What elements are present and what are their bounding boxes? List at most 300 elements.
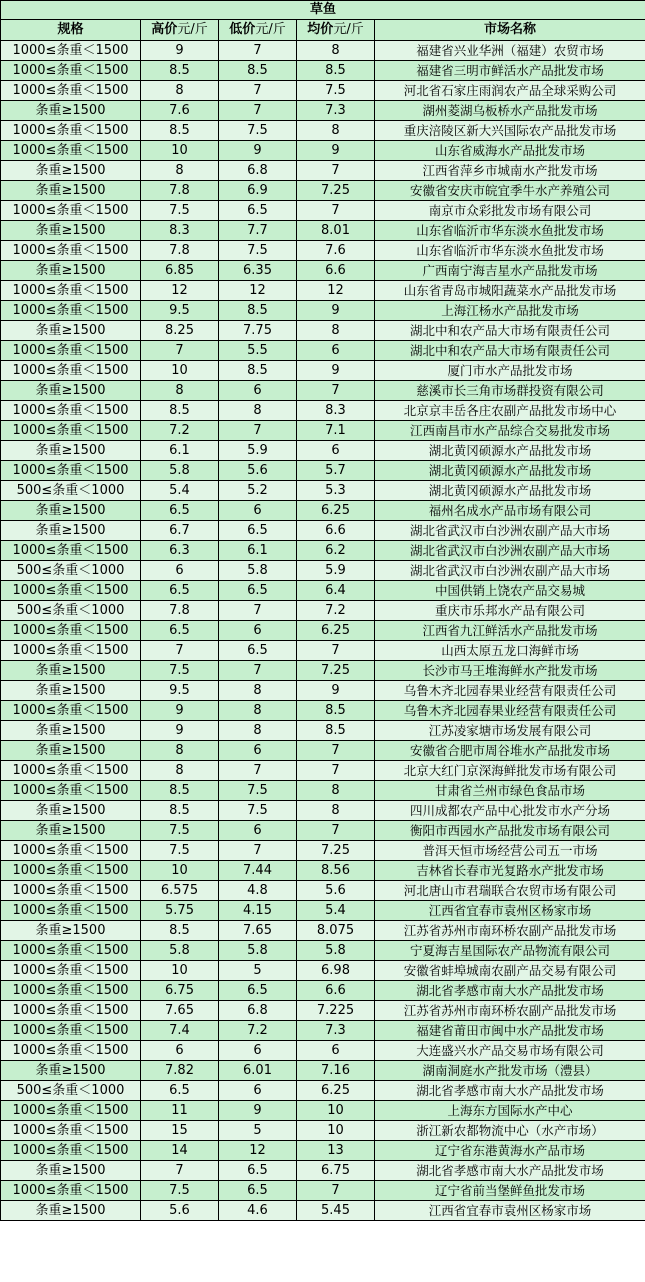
table-row (1, 361, 645, 381)
cell-spec: 500≤条重＜1000 (1, 601, 141, 621)
cell-low-price: 6.5 (219, 1181, 297, 1201)
cell-high-price: 7.5 (141, 1181, 219, 1201)
cell-avg-price: 6.6 (297, 261, 375, 281)
cell-low-price: 9 (219, 141, 297, 161)
cell-market: 湖北中和农产品大市场有限责任公司 (375, 321, 645, 341)
cell-market: 安徽省蚌埠城南农副产品交易有限公司 (375, 961, 645, 981)
cell-market: 重庆市乐邦水产品有限公司 (375, 601, 645, 621)
cell-avg-price: 9 (297, 361, 375, 381)
table-row (1, 341, 645, 361)
table-row (1, 1061, 645, 1081)
table-title: 草鱼 (1, 1, 645, 20)
cell-high-price: 6.5 (141, 1081, 219, 1101)
cell-high-price: 7.6 (141, 101, 219, 121)
cell-spec: 条重≥1500 (1, 501, 141, 521)
cell-spec: 条重≥1500 (1, 181, 141, 201)
table-row (1, 381, 645, 401)
cell-high-price: 7.8 (141, 601, 219, 621)
cell-low-price: 6.8 (219, 161, 297, 181)
cell-market: 江苏省苏州市南环桥农副产品批发市场 (375, 1001, 645, 1021)
cell-low-price: 8 (219, 401, 297, 421)
cell-low-price: 6.5 (219, 201, 297, 221)
table-row (1, 401, 645, 421)
cell-low-price: 6.8 (219, 1001, 297, 1021)
cell-avg-price: 9 (297, 681, 375, 701)
cell-avg-price: 8 (297, 801, 375, 821)
cell-avg-price: 7 (297, 821, 375, 841)
cell-spec: 1000≤条重＜1500 (1, 1141, 141, 1161)
cell-low-price: 6 (219, 1041, 297, 1061)
table-row (1, 541, 645, 561)
header-high-price (141, 20, 219, 41)
cell-high-price: 8.25 (141, 321, 219, 341)
cell-low-price: 6.5 (219, 521, 297, 541)
cell-spec: 1000≤条重＜1500 (1, 1181, 141, 1201)
cell-high-price: 10 (141, 861, 219, 881)
cell-high-price: 6.85 (141, 261, 219, 281)
cell-low-price: 5.5 (219, 341, 297, 361)
cell-market: 辽宁省东港黄海水产品市场 (375, 1141, 645, 1161)
cell-spec: 1000≤条重＜1500 (1, 541, 141, 561)
cell-spec: 1000≤条重＜1500 (1, 841, 141, 861)
cell-market: 安徽省合肥市周谷堆水产品批发市场 (375, 741, 645, 761)
cell-low-price: 7 (219, 421, 297, 441)
cell-low-price: 12 (219, 1141, 297, 1161)
cell-spec: 1000≤条重＜1500 (1, 281, 141, 301)
cell-avg-price: 6.98 (297, 961, 375, 981)
cell-market: 江苏凌家塘市场发展有限公司 (375, 721, 645, 741)
cell-high-price: 7 (141, 641, 219, 661)
cell-avg-price: 7.2 (297, 601, 375, 621)
cell-avg-price: 6.25 (297, 501, 375, 521)
cell-market: 江西省宜春市袁州区杨家市场 (375, 1201, 645, 1221)
cell-low-price: 7.5 (219, 241, 297, 261)
cell-market: 上海东方国际水产中心 (375, 1101, 645, 1121)
cell-low-price: 12 (219, 281, 297, 301)
cell-avg-price: 7 (297, 761, 375, 781)
cell-avg-price: 7.25 (297, 661, 375, 681)
cell-market: 普洱天恒市场经营公司五一市场 (375, 841, 645, 861)
cell-market: 河北唐山市君瑞联合农贸市场有限公司 (375, 881, 645, 901)
table-row (1, 981, 645, 1001)
table-row (1, 821, 645, 841)
cell-low-price: 7 (219, 841, 297, 861)
cell-spec: 1000≤条重＜1500 (1, 1001, 141, 1021)
cell-market: 安徽省安庆市皖宜季牛水产养殖公司 (375, 181, 645, 201)
table-row (1, 1101, 645, 1121)
cell-market: 河北省石家庄雨润农产品全球采购公司 (375, 81, 645, 101)
cell-high-price: 5.6 (141, 1201, 219, 1221)
cell-avg-price: 7.16 (297, 1061, 375, 1081)
cell-market: 湖北黄冈硕源水产品批发市场 (375, 481, 645, 501)
table-row (1, 141, 645, 161)
cell-high-price: 8.5 (141, 781, 219, 801)
cell-spec: 1000≤条重＜1500 (1, 41, 141, 61)
cell-spec: 1000≤条重＜1500 (1, 881, 141, 901)
cell-avg-price: 7.3 (297, 101, 375, 121)
cell-avg-price: 5.7 (297, 461, 375, 481)
cell-high-price: 7.2 (141, 421, 219, 441)
cell-avg-price: 6.4 (297, 581, 375, 601)
cell-low-price: 7.75 (219, 321, 297, 341)
cell-spec: 1000≤条重＜1500 (1, 641, 141, 661)
table-row (1, 301, 645, 321)
cell-avg-price: 10 (297, 1121, 375, 1141)
cell-low-price: 5.6 (219, 461, 297, 481)
table-row (1, 961, 645, 981)
cell-high-price: 7.8 (141, 241, 219, 261)
cell-high-price: 9.5 (141, 301, 219, 321)
cell-avg-price: 5.6 (297, 881, 375, 901)
cell-avg-price: 5.45 (297, 1201, 375, 1221)
cell-spec: 条重≥1500 (1, 321, 141, 341)
cell-high-price: 6.575 (141, 881, 219, 901)
cell-avg-price: 6.25 (297, 621, 375, 641)
table-row (1, 101, 645, 121)
header-row (1, 20, 645, 41)
cell-spec: 1000≤条重＜1500 (1, 961, 141, 981)
table-row (1, 781, 645, 801)
cell-market: 山西太原五龙口海鲜市场 (375, 641, 645, 661)
table-row (1, 1021, 645, 1041)
cell-avg-price: 7 (297, 641, 375, 661)
cell-spec: 1000≤条重＜1500 (1, 461, 141, 481)
cell-high-price: 8 (141, 81, 219, 101)
cell-low-price: 8 (219, 681, 297, 701)
cell-high-price: 6.75 (141, 981, 219, 1001)
cell-market: 湖北省孝感市南大水产品批发市场 (375, 1161, 645, 1181)
cell-avg-price: 6 (297, 1041, 375, 1061)
cell-spec: 条重≥1500 (1, 681, 141, 701)
cell-spec: 1000≤条重＜1500 (1, 621, 141, 641)
cell-avg-price: 7 (297, 741, 375, 761)
table-row (1, 861, 645, 881)
table-row (1, 601, 645, 621)
cell-high-price: 9.5 (141, 681, 219, 701)
cell-market: 慈溪市长三角市场群投资有限公司 (375, 381, 645, 401)
table-row (1, 621, 645, 641)
cell-spec: 1000≤条重＜1500 (1, 361, 141, 381)
cell-low-price: 8 (219, 721, 297, 741)
cell-spec: 1000≤条重＜1500 (1, 421, 141, 441)
cell-low-price: 7.5 (219, 801, 297, 821)
cell-high-price: 5.8 (141, 941, 219, 961)
cell-avg-price: 6.6 (297, 981, 375, 1001)
cell-spec: 1000≤条重＜1500 (1, 401, 141, 421)
cell-high-price: 9 (141, 41, 219, 61)
cell-low-price: 6.5 (219, 1161, 297, 1181)
cell-spec: 1000≤条重＜1500 (1, 1121, 141, 1141)
cell-avg-price: 8.56 (297, 861, 375, 881)
cell-low-price: 5 (219, 961, 297, 981)
cell-high-price: 8.3 (141, 221, 219, 241)
cell-high-price: 15 (141, 1121, 219, 1141)
cell-market: 江西省宜春市袁州区杨家市场 (375, 901, 645, 921)
cell-low-price: 7 (219, 41, 297, 61)
table-row (1, 801, 645, 821)
table-row (1, 181, 645, 201)
table-row (1, 121, 645, 141)
cell-low-price: 7.44 (219, 861, 297, 881)
cell-market: 北京大红门京深海鲜批发市场有限公司 (375, 761, 645, 781)
cell-avg-price: 12 (297, 281, 375, 301)
cell-spec: 1000≤条重＜1500 (1, 861, 141, 881)
cell-low-price: 5.2 (219, 481, 297, 501)
cell-market: 福建省三明市鲜活水产品批发市场 (375, 61, 645, 81)
cell-spec: 1000≤条重＜1500 (1, 121, 141, 141)
table-row (1, 481, 645, 501)
table-row (1, 1041, 645, 1061)
table-row (1, 161, 645, 181)
cell-high-price: 8 (141, 161, 219, 181)
header-low-label: 低价 (229, 22, 256, 37)
cell-high-price: 8 (141, 381, 219, 401)
cell-avg-price: 5.9 (297, 561, 375, 581)
cell-market: 北京京丰岳各庄农副产品批发市场中心 (375, 401, 645, 421)
cell-market: 湖州菱湖乌板桥水产品批发市场 (375, 101, 645, 121)
table-row (1, 721, 645, 741)
cell-high-price: 8.5 (141, 801, 219, 821)
table-row (1, 1181, 645, 1201)
cell-high-price: 12 (141, 281, 219, 301)
cell-avg-price: 8.3 (297, 401, 375, 421)
cell-low-price: 6 (219, 1081, 297, 1101)
cell-avg-price: 5.3 (297, 481, 375, 501)
cell-market: 山东省青岛市城阳蔬菜水产品批发市场 (375, 281, 645, 301)
cell-low-price: 6.5 (219, 641, 297, 661)
cell-spec: 条重≥1500 (1, 441, 141, 461)
table-row (1, 281, 645, 301)
cell-high-price: 7.4 (141, 1021, 219, 1041)
cell-spec: 1000≤条重＜1500 (1, 781, 141, 801)
cell-low-price: 7.65 (219, 921, 297, 941)
cell-spec: 1000≤条重＜1500 (1, 81, 141, 101)
cell-spec: 1000≤条重＜1500 (1, 141, 141, 161)
cell-high-price: 7.5 (141, 661, 219, 681)
header-high-unit: 元/斤 (177, 22, 208, 37)
cell-market: 甘肃省兰州市绿色食品市场 (375, 781, 645, 801)
cell-avg-price: 6.75 (297, 1161, 375, 1181)
cell-high-price: 6.5 (141, 581, 219, 601)
table-row (1, 1121, 645, 1141)
table-row (1, 681, 645, 701)
cell-spec: 条重≥1500 (1, 221, 141, 241)
cell-low-price: 7.5 (219, 781, 297, 801)
cell-avg-price: 7.1 (297, 421, 375, 441)
table-row (1, 221, 645, 241)
cell-high-price: 11 (141, 1101, 219, 1121)
cell-avg-price: 13 (297, 1141, 375, 1161)
cell-high-price: 9 (141, 721, 219, 741)
cell-market: 江西省萍乡市城南水产批发市场 (375, 161, 645, 181)
cell-avg-price: 7 (297, 1181, 375, 1201)
cell-avg-price: 5.4 (297, 901, 375, 921)
cell-avg-price: 9 (297, 301, 375, 321)
table-row (1, 761, 645, 781)
cell-spec: 条重≥1500 (1, 1161, 141, 1181)
table-row (1, 421, 645, 441)
header-avg-unit: 元/斤 (333, 22, 364, 37)
cell-avg-price: 7 (297, 161, 375, 181)
cell-high-price: 7.8 (141, 181, 219, 201)
cell-low-price: 8.5 (219, 301, 297, 321)
cell-market: 湖北省武汉市白沙洲农副产品大市场 (375, 561, 645, 581)
cell-high-price: 6.5 (141, 621, 219, 641)
table-row (1, 1161, 645, 1181)
cell-low-price: 7 (219, 81, 297, 101)
table-row (1, 321, 645, 341)
cell-high-price: 6.5 (141, 501, 219, 521)
cell-high-price: 8.5 (141, 61, 219, 81)
table-row (1, 841, 645, 861)
cell-spec: 1000≤条重＜1500 (1, 201, 141, 221)
cell-spec: 500≤条重＜1000 (1, 1081, 141, 1101)
cell-high-price: 6 (141, 561, 219, 581)
cell-spec: 条重≥1500 (1, 821, 141, 841)
cell-spec: 1000≤条重＜1500 (1, 1101, 141, 1121)
cell-high-price: 10 (141, 141, 219, 161)
cell-market: 南京市众彩批发市场有限公司 (375, 201, 645, 221)
cell-high-price: 8.5 (141, 921, 219, 941)
cell-spec: 条重≥1500 (1, 1201, 141, 1221)
cell-high-price: 8 (141, 761, 219, 781)
cell-market: 江西南昌市水产品综合交易批发市场 (375, 421, 645, 441)
cell-market: 湖北省武汉市白沙洲农副产品大市场 (375, 541, 645, 561)
cell-market: 湖北省孝感市南大水产品批发市场 (375, 981, 645, 1001)
header-market: 市场名称 (375, 20, 645, 41)
cell-market: 厦门市水产品批发市场 (375, 361, 645, 381)
table-row (1, 701, 645, 721)
cell-avg-price: 6 (297, 441, 375, 461)
cell-spec: 条重≥1500 (1, 261, 141, 281)
table-row (1, 81, 645, 101)
cell-spec: 1000≤条重＜1500 (1, 761, 141, 781)
table-row (1, 661, 645, 681)
table-row (1, 741, 645, 761)
cell-avg-price: 7.25 (297, 841, 375, 861)
cell-high-price: 7 (141, 341, 219, 361)
cell-market: 江苏省苏州市南环桥农副产品批发市场 (375, 921, 645, 941)
cell-spec: 1000≤条重＜1500 (1, 701, 141, 721)
cell-market: 吉林省长春市光复路水产批发市场 (375, 861, 645, 881)
cell-high-price: 7 (141, 1161, 219, 1181)
cell-low-price: 6.35 (219, 261, 297, 281)
cell-low-price: 8 (219, 701, 297, 721)
cell-spec: 条重≥1500 (1, 721, 141, 741)
cell-market: 湖北省武汉市白沙洲农副产品大市场 (375, 521, 645, 541)
header-low-unit: 元/斤 (255, 22, 286, 37)
table-row (1, 441, 645, 461)
cell-high-price: 6.1 (141, 441, 219, 461)
cell-low-price: 6.5 (219, 981, 297, 1001)
table-row (1, 501, 645, 521)
cell-avg-price: 7 (297, 201, 375, 221)
cell-market: 乌鲁木齐北园春果业经营有限责任公司 (375, 681, 645, 701)
cell-low-price: 6 (219, 621, 297, 641)
cell-spec: 1000≤条重＜1500 (1, 941, 141, 961)
cell-spec: 1000≤条重＜1500 (1, 61, 141, 81)
cell-low-price: 7 (219, 761, 297, 781)
cell-low-price: 6 (219, 501, 297, 521)
cell-market: 山东省临沂市华东淡水鱼批发市场 (375, 241, 645, 261)
cell-avg-price: 6 (297, 341, 375, 361)
header-low-price (219, 20, 297, 41)
cell-high-price: 6 (141, 1041, 219, 1061)
cell-spec: 条重≥1500 (1, 741, 141, 761)
cell-market: 长沙市马王堆海鲜水产批发市场 (375, 661, 645, 681)
cell-market: 福建省兴业华洲（福建）农贸市场 (375, 41, 645, 61)
cell-spec: 500≤条重＜1000 (1, 481, 141, 501)
cell-spec: 条重≥1500 (1, 1061, 141, 1081)
cell-market: 福建省莆田市闽中水产品批发市场 (375, 1021, 645, 1041)
cell-high-price: 7.82 (141, 1061, 219, 1081)
cell-low-price: 4.15 (219, 901, 297, 921)
cell-market: 宁夏海吉星国际农产品物流有限公司 (375, 941, 645, 961)
cell-spec: 1000≤条重＜1500 (1, 241, 141, 261)
table-row (1, 1201, 645, 1221)
cell-low-price: 6 (219, 821, 297, 841)
cell-avg-price: 7.25 (297, 181, 375, 201)
table-row (1, 1001, 645, 1021)
cell-high-price: 7.5 (141, 201, 219, 221)
cell-avg-price: 6.2 (297, 541, 375, 561)
cell-high-price: 5.4 (141, 481, 219, 501)
table-row (1, 941, 645, 961)
cell-low-price: 9 (219, 1101, 297, 1121)
cell-high-price: 14 (141, 1141, 219, 1161)
cell-low-price: 5 (219, 1121, 297, 1141)
cell-avg-price: 8.01 (297, 221, 375, 241)
cell-avg-price: 8.5 (297, 61, 375, 81)
cell-spec: 1000≤条重＜1500 (1, 1041, 141, 1061)
cell-spec: 1000≤条重＜1500 (1, 301, 141, 321)
cell-high-price: 8.5 (141, 121, 219, 141)
cell-high-price: 5.8 (141, 461, 219, 481)
cell-high-price: 10 (141, 961, 219, 981)
cell-low-price: 7 (219, 601, 297, 621)
cell-spec: 条重≥1500 (1, 521, 141, 541)
cell-market: 湖北省孝感市南大水产品批发市场 (375, 1081, 645, 1101)
cell-low-price: 6.1 (219, 541, 297, 561)
table-row (1, 921, 645, 941)
cell-avg-price: 9 (297, 141, 375, 161)
cell-avg-price: 8 (297, 41, 375, 61)
header-avg-price (297, 20, 375, 41)
cell-high-price: 6.3 (141, 541, 219, 561)
table-row (1, 261, 645, 281)
cell-market: 湖北黄冈硕源水产品批发市场 (375, 441, 645, 461)
cell-high-price: 5.75 (141, 901, 219, 921)
table-row (1, 881, 645, 901)
cell-low-price: 7.7 (219, 221, 297, 241)
cell-market: 浙江新农都物流中心（水产市场） (375, 1121, 645, 1141)
cell-market: 上海江杨水产品批发市场 (375, 301, 645, 321)
cell-avg-price: 6.6 (297, 521, 375, 541)
cell-high-price: 6.7 (141, 521, 219, 541)
cell-avg-price: 10 (297, 1101, 375, 1121)
cell-low-price: 8.5 (219, 361, 297, 381)
table-row (1, 561, 645, 581)
cell-avg-price: 7 (297, 381, 375, 401)
cell-market: 四川成都农产品中心批发市水产分场 (375, 801, 645, 821)
cell-market: 乌鲁木齐北园春果业经营有限责任公司 (375, 701, 645, 721)
cell-market: 山东省临沂市华东淡水鱼批发市场 (375, 221, 645, 241)
cell-high-price: 7.5 (141, 821, 219, 841)
cell-low-price: 4.6 (219, 1201, 297, 1221)
cell-low-price: 7 (219, 101, 297, 121)
cell-low-price: 4.8 (219, 881, 297, 901)
cell-high-price: 9 (141, 701, 219, 721)
